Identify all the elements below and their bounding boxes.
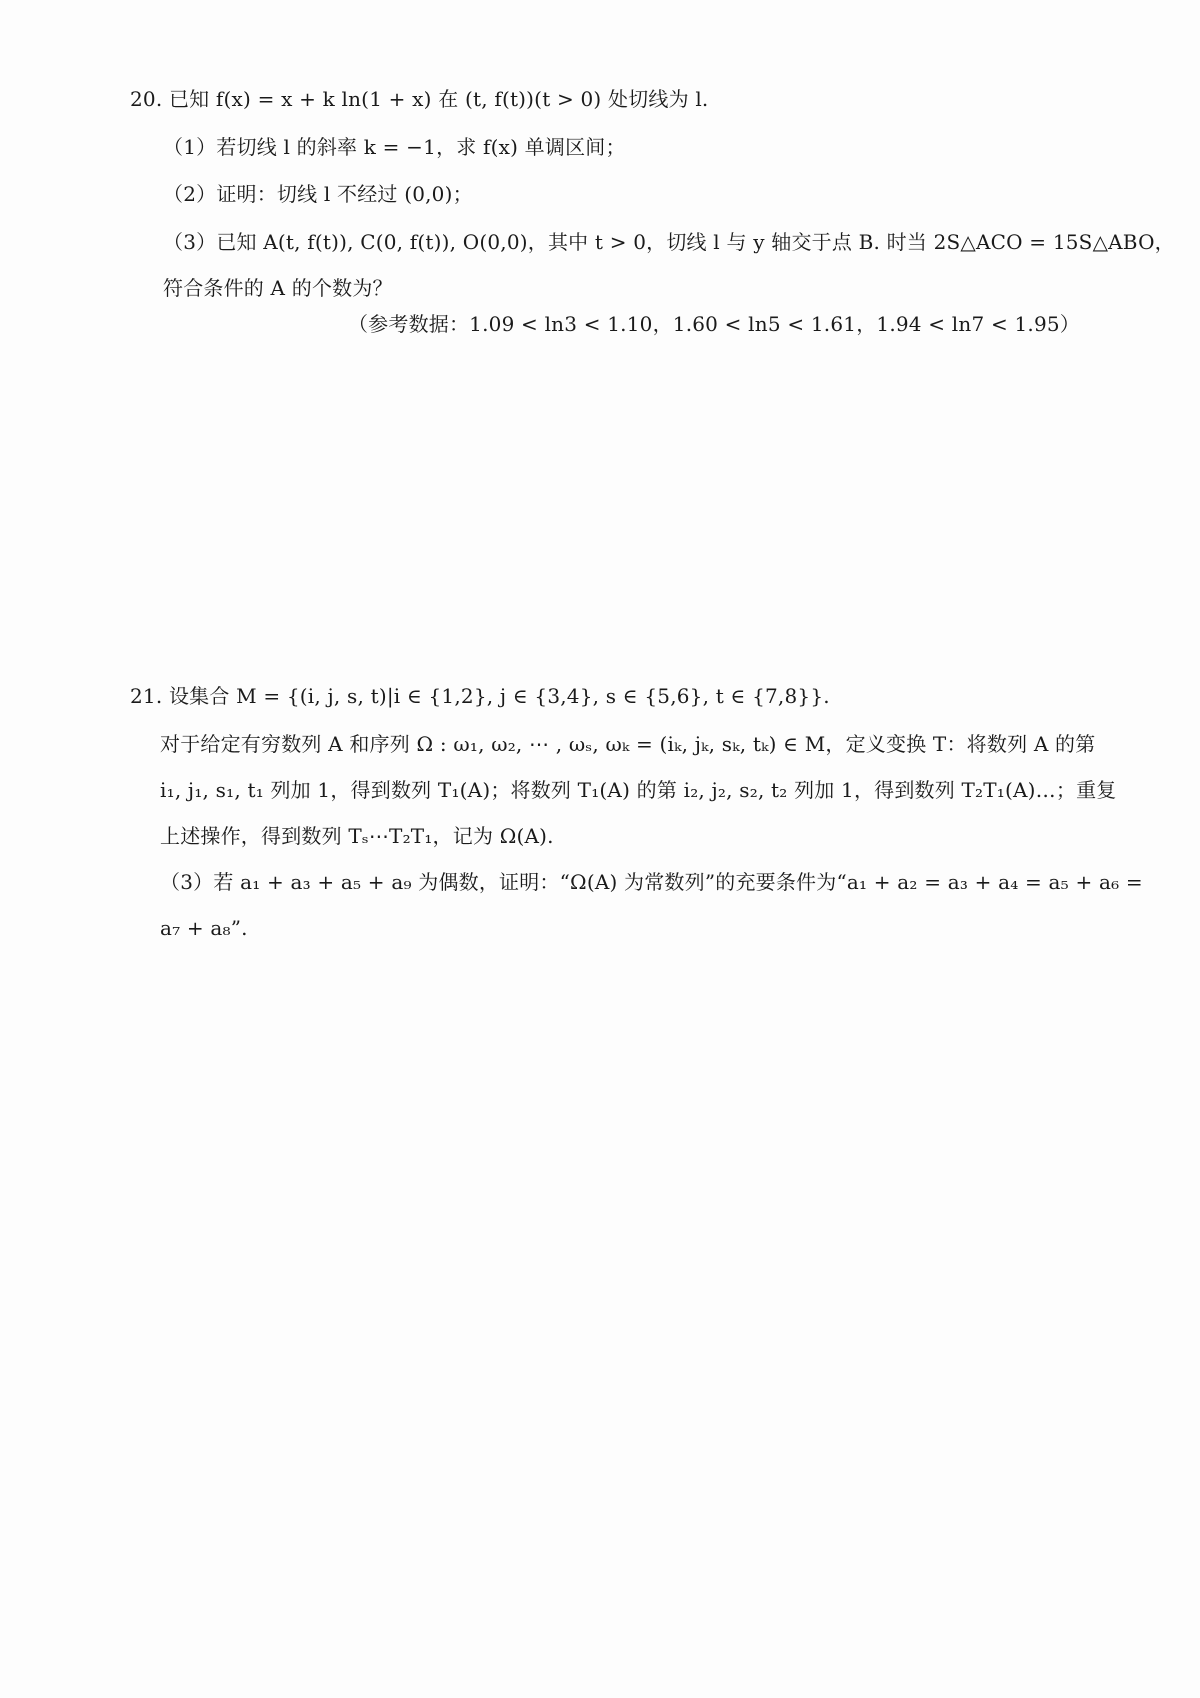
question-20-part-3-line-1: （3）已知 A(t, f(t)), C(0, f(t)), O(0,0)，其中 t > 0，切线 l 与 y 轴交于点 B. 时当 2S△ACO = 15S△ABO，: [163, 230, 1175, 254]
question-20-stem: 20. 已知 f(x) = x + k ln(1 + x) 在 (t, f(t))(t > 0) 处切线为 l.: [130, 87, 709, 111]
question-20-part-3-line-2: 符合条件的 A 的个数为？: [163, 276, 393, 300]
question-21-stem: 21. 设集合 M = {(i, j, s, t)|i ∈ {1,2}, j ∈ {3,4}, s ∈ {5,6}, t ∈ {7,8}}.: [130, 684, 830, 708]
reference-data: （参考数据：1.09 < ln3 < 1.10，1.60 < ln5 < 1.61，1.94 < ln7 < 1.95）: [347, 312, 1080, 336]
question-21-line-1: 对于给定有穷数列 A 和序列 Ω : ω₁, ω₂, ⋯ , ωₛ, ωₖ = (iₖ, jₖ, sₖ, tₖ) ∈ M，定义变换 T：将数列 A 的第: [160, 732, 1096, 756]
question-21-line-3: 上述操作，得到数列 Tₛ⋯T₂T₁，记为 Ω(A).: [160, 824, 554, 848]
question-20-part-1: （1）若切线 l 的斜率 k = −1，求 f(x) 单调区间；: [163, 135, 626, 159]
question-21-part-3-line-2: a₇ + a₈”.: [160, 916, 248, 940]
question-21-part-3-line-1: （3）若 a₁ + a₃ + a₅ + a₉ 为偶数，证明：“Ω(A) 为常数列”的充要条件为“a₁ + a₂ = a₃ + a₄ = a₅ + a₆ =: [160, 870, 1143, 894]
question-20-part-2: （2）证明：切线 l 不经过 (0,0)；: [163, 182, 473, 206]
question-21-line-2: i₁, j₁, s₁, t₁ 列加 1，得到数列 T₁(A)；将数列 T₁(A) 的第 i₂, j₂, s₂, t₂ 列加 1，得到数列 T₂T₁(A)…；重复: [160, 778, 1117, 802]
